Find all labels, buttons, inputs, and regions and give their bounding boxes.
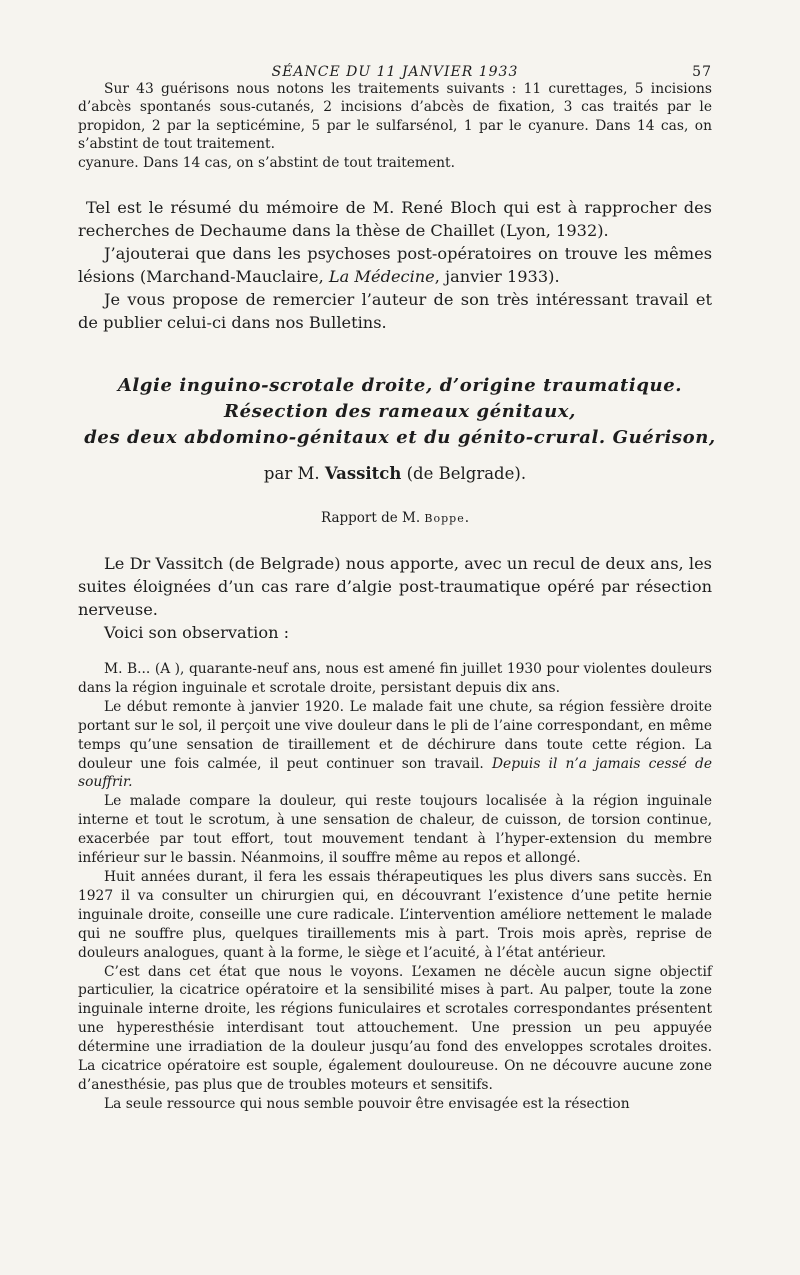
observation-paragraph-3: Le malade compare la douleur, qui reste toujours localisée à la région inguinale interne et tout le scrotum, à une sensation de chaleur, de cuisson, de torsion continue, exacerbée par tout effort, tout mouvement tendant à l’hyper-extension du membre inférieur sur le bassin. Néanmoins, il souffre même au repos et allongé. bbox=[78, 793, 712, 867]
observation-text bbox=[78, 660, 712, 1114]
summary-paragraph-2: J’ajouterai que dans les psychoses post-opératoires on trouve les mêmes lésions (Marchand-Mauclaire, La Médecine, janvier 1933). bbox=[78, 244, 712, 286]
intro-paragraph: Sur 43 guérisons nous notons les traitements suivants : 11 curettages, 5 incisions d’abcès spontanés sous-cutanés, 2 incisions d’abcès de fixation, 3 cas traités par le propidon, 2 par la septicémine, 5 par le sulfarsénol, 1 par le cyanure. Dans 14 cas, on s’abstint de tout traitement. bbox=[78, 81, 712, 153]
article-title-line-2: Résection des rameaux génitaux, bbox=[224, 401, 576, 422]
report-paragraph-1: Le Dr Vassitch (de Belgrade) nous apporte, avec un recul de deux ans, les suites éloignées d’un cas rare d’algie post-traumatique opéré par résection nerveuse. bbox=[78, 554, 712, 619]
summary-paragraph-1: Tel est le résumé du mémoire de M. René Bloch qui est à rapprocher des recherches de Dechaume dans la thèse de Chaillet (Lyon, 1932). bbox=[78, 198, 712, 240]
report-paragraph-2: Voici son observation : bbox=[104, 623, 290, 642]
observation-paragraph-6: La seule ressource qui nous semble pouvoir être envisagée est la résection bbox=[104, 1095, 630, 1112]
author-byline: par M. Vassitch (de Belgrade). bbox=[263, 464, 527, 483]
article-title-line-1: Algie inguino-scrotale droite, d’origine traumatique. bbox=[117, 375, 683, 396]
rapporteur-name: Boppe bbox=[424, 512, 465, 525]
running-title: SÉANCE DU 11 JANVIER 1933 bbox=[271, 64, 519, 80]
rapport-line: Rapport de M. Boppe. bbox=[320, 510, 470, 526]
intro-text bbox=[78, 80, 712, 172]
summary-text bbox=[78, 196, 712, 334]
page-number: 57 bbox=[692, 64, 712, 80]
article-title bbox=[70, 373, 730, 451]
article-title-line-3: des deux abdomino-génitaux et du génito-crural. Guérison, bbox=[84, 427, 716, 448]
report-body bbox=[78, 552, 712, 644]
observation-paragraph-5: C’est dans cet état que nous le voyons. L’examen ne décèle aucun signe objectif particulier, la cicatrice opératoire et la sensibilité mises à part. Au palper, toute la zone inguinale interne droite, les régions funiculaires et scrotales correspondantes présentent une hyperesthésie interdisant tout attouchement. Une pression un peu appuyée détermine une irradiation de la douleur jusqu’au fond des enveloppes scrotales droites. La cicatrice opératoire est souple, également douloureuse. On ne découvre aucune zone d’anesthésie, pas plus que de troubles moteurs et sensitifs. bbox=[78, 963, 712, 1093]
observation-paragraph-2: Le début remonte à janvier 1920. Le malade fait une chute, sa région fessière droite portant sur le sol, il perçoit une vive douleur dans le pli de l’aine correspondant, en même temps qu’une sensation de tiraillement et de déchirure dans toute cette région. La douleur une fois calmée, il peut continuer son travail. Depuis il n’a jamais cessé de souffrir. bbox=[78, 698, 712, 791]
observation-paragraph-1: M. B... (A ), quarante-neuf ans, nous est amené fin juillet 1930 pour violentes douleurs dans la région inguinale et scrotale droite, persistant depuis dix ans. bbox=[78, 661, 712, 696]
observation-paragraph-4: Huit années durant, il fera les essais thérapeutiques les plus divers sans succès. En 1927 il va consulter un chirurgien qui, en découvrant l’existence d’une petite hernie inguinale droite, conseille une cure radicale. L’intervention améliore nettement le malade qui ne souffre plus, quelques tiraillements mis à part. Trois mois après, reprise de douleurs analogues, quant à la forme, le siège et l’acuité, à l’état antérieur. bbox=[78, 868, 712, 961]
summary-paragraph-3: Je vous propose de remercier l’auteur de son très intéressant travail et de publier celui-ci dans nos Bulletins. bbox=[78, 290, 712, 332]
journal-title: La Médecine bbox=[328, 267, 435, 286]
author-name: Vassitch bbox=[324, 464, 402, 483]
italic-sentence: Depuis il n’a jamais cessé de souffrir. bbox=[78, 755, 712, 791]
intro-repeat-line: cyanure. Dans 14 cas, on s’abstint de tout traitement. bbox=[78, 154, 455, 171]
